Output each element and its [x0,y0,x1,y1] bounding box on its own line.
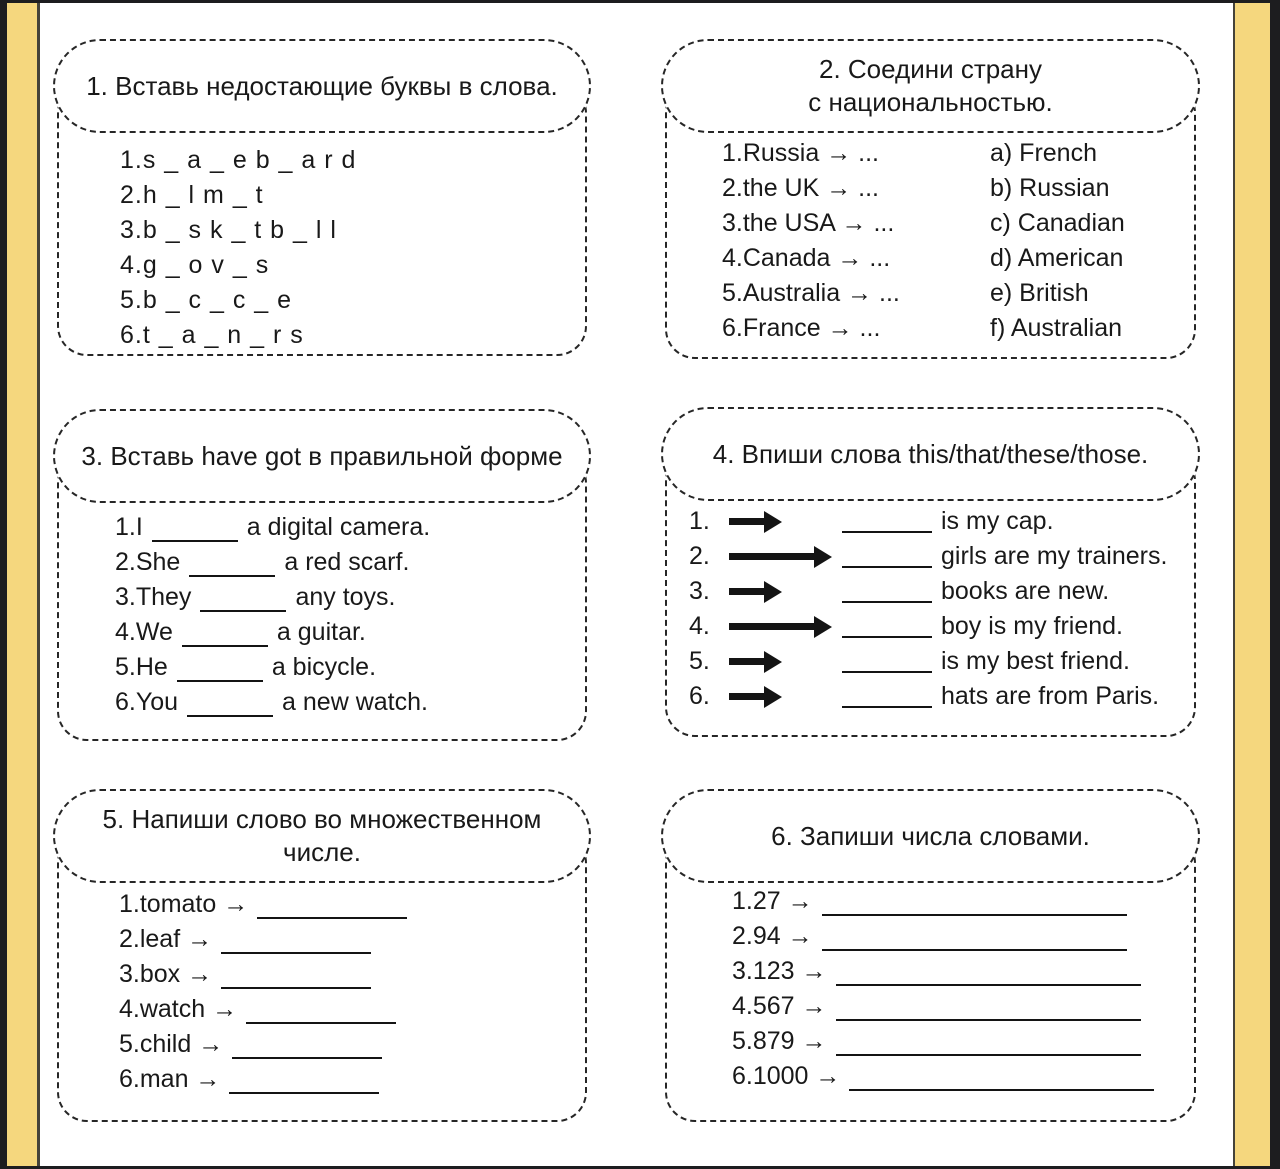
arrow-icon [729,518,765,525]
exercise-3-items [115,510,430,720]
nationality-item: c) Canadian [990,209,1125,237]
exercise-5-title-bubble [53,789,591,883]
match-row [722,311,1125,346]
exercise-5-title-line2: числе. [283,837,361,867]
sentence-end: is my best friend. [941,647,1130,675]
nationality-item: e) British [990,279,1089,307]
singular-word: 2.leaf → [119,925,213,953]
missing-letters-word: 5.b _ c _ c _ e [120,286,293,314]
missing-letters-word: 1.s _ a _ e b _ a r d [120,146,357,174]
nationality-item: b) Russian [990,174,1110,202]
sentence-end: a guitar. [276,618,366,646]
exercise-2-title-line2: с национальностью. [808,87,1053,117]
list-item [120,318,356,353]
sentence-start: 6.You [115,688,179,716]
item-number: 1. [689,507,710,535]
numeral: 4.567 → [732,992,827,1020]
pointer-sentence [689,644,1167,679]
right-yellow-bar [1233,0,1270,1169]
blank-line [221,967,371,989]
fill-in-sentence [115,580,430,615]
singular-word: 1.tomato → [119,890,249,918]
sentence-end: a red scarf. [284,548,410,576]
exercise-6-title-bubble [661,789,1200,883]
pointer-sentence [689,679,1167,714]
sentence-end: a digital camera. [246,513,431,541]
blank-line [822,929,1127,951]
blank-line [221,932,371,954]
blank-line [189,555,275,577]
singular-word: 4.watch → [119,995,238,1023]
exercise-5-items [119,887,407,1097]
blank-line [822,894,1127,916]
nationality-item: a) French [990,139,1097,167]
exercise-1-title-bubble [53,39,591,133]
list-item [120,178,356,213]
singular-word: 5.child → [119,1030,224,1058]
fill-in-sentence [115,510,430,545]
plural-item [119,1027,407,1062]
numeral: 6.1000 → [732,1062,841,1090]
country-item: 3.the USA → ... [722,209,895,237]
country-item: 1.Russia → ... [722,139,879,167]
sentence-start: 5.He [115,653,168,681]
number-item [732,1059,1154,1094]
plural-item [119,887,407,922]
blank-line [842,531,932,533]
blank-line [177,660,263,682]
blank-line [836,1034,1141,1056]
exercise-1-items [120,143,356,353]
numeral: 2.94 → [732,922,813,950]
exercise-4-panel [665,438,1196,737]
exercise-5-title-line1: 5. Напиши слово во множественном [102,804,542,834]
exercise-5-panel [57,804,587,1122]
item-number: 2. [689,542,710,570]
blank-line [842,566,932,568]
numeral: 1.27 → [732,887,813,915]
blank-line [246,1002,396,1024]
number-item [732,919,1154,954]
number-item [732,954,1154,989]
sentence-start: 3.They [115,583,192,611]
plural-item [119,922,407,957]
nationality-item: d) American [990,244,1124,272]
country-item: 5.Australia → ... [722,279,900,307]
pointer-sentence [689,539,1167,574]
list-item [120,283,356,318]
blank-line [257,897,407,919]
fill-in-sentence [115,545,430,580]
blank-line [836,999,1141,1021]
exercise-1-panel [57,70,587,356]
arrow-icon [729,623,815,630]
item-number: 4. [689,612,710,640]
exercise-4-title: 4. Впиши слова this/that/these/those. [712,438,1149,469]
missing-letters-word: 2.h _ l m _ t [120,181,264,209]
sentence-end: is my cap. [941,507,1054,535]
left-yellow-bar [7,0,40,1169]
blank-line [232,1037,382,1059]
blank-line [842,601,932,603]
number-item [732,884,1154,919]
missing-letters-word: 4.g _ o v _ s [120,251,270,279]
exercise-6-panel [665,820,1196,1122]
sentence-end: books are new. [941,577,1110,605]
exercise-3-title: 3. Вставь have got в правильной форме [81,440,563,471]
singular-word: 6.man → [119,1065,221,1093]
sentence-end: boy is my friend. [941,612,1124,640]
nationality-item: f) Australian [990,314,1123,342]
match-row [722,241,1125,276]
sentence-end: girls are my trainers. [941,542,1168,570]
numeral: 3.123 → [732,957,827,985]
arrow-icon [729,588,765,595]
sentence-end: any toys. [295,583,396,611]
missing-letters-word: 3.b _ s k _ t b _ l l [120,216,337,244]
country-item: 2.the UK → ... [722,174,880,202]
item-number: 6. [689,682,710,710]
fill-in-sentence [115,615,430,650]
blank-line [182,625,268,647]
arrow-icon [729,658,765,665]
item-number: 5. [689,647,710,675]
match-row [722,276,1125,311]
number-item [732,1024,1154,1059]
country-item: 4.Canada → ... [722,244,891,272]
right-black-bar [1270,0,1280,1169]
blank-line [187,695,273,717]
left-black-bar [0,0,7,1169]
sentence-end: hats are from Paris. [941,682,1160,710]
match-row [722,206,1125,241]
match-row [722,136,1125,171]
exercise-6-title: 6. Запиши числа словами. [771,820,1090,851]
singular-word: 3.box → [119,960,213,988]
missing-letters-word: 6.t _ a _ n _ r s [120,321,304,349]
pointer-sentence [689,574,1167,609]
plural-item [119,992,407,1027]
number-item [732,989,1154,1024]
exercise-3-title-bubble [53,409,591,503]
exercise-2-panel [665,54,1196,359]
blank-line [836,964,1141,986]
pointer-sentence [689,504,1167,539]
exercise-4-items [689,504,1167,714]
exercise-1-title: 1. Вставь недостающие буквы в слова. [86,70,558,101]
sentence-end: a new watch. [282,688,428,716]
item-number: 3. [689,577,710,605]
exercise-2-title-bubble [661,39,1200,133]
list-item [120,143,356,178]
arrow-icon [729,693,765,700]
numeral: 5.879 → [732,1027,827,1055]
blank-line [229,1072,379,1094]
match-row [722,171,1125,206]
arrow-icon [729,553,815,560]
blank-line [842,671,932,673]
exercise-2-title-line1: 2. Соедини страну [818,54,1043,84]
plural-item [119,957,407,992]
pointer-sentence [689,609,1167,644]
fill-in-sentence [115,685,430,720]
blank-line [200,590,286,612]
exercise-3-panel [57,440,587,741]
plural-item [119,1062,407,1097]
sentence-start: 4.We [115,618,173,646]
country-item: 6.France → ... [722,314,881,342]
fill-in-sentence [115,650,430,685]
sentence-end: a bicycle. [271,653,377,681]
list-item [120,248,356,283]
exercise-2-items [722,136,1125,346]
sentence-start: 2.She [115,548,181,576]
blank-line [842,636,932,638]
blank-line [842,706,932,708]
list-item [120,213,356,248]
exercise-4-title-bubble [661,407,1200,501]
sentence-start: 1.I [115,513,143,541]
exercise-6-items [732,884,1154,1094]
blank-line [849,1069,1154,1091]
blank-line [152,520,238,542]
top-border-line [0,0,1280,3]
